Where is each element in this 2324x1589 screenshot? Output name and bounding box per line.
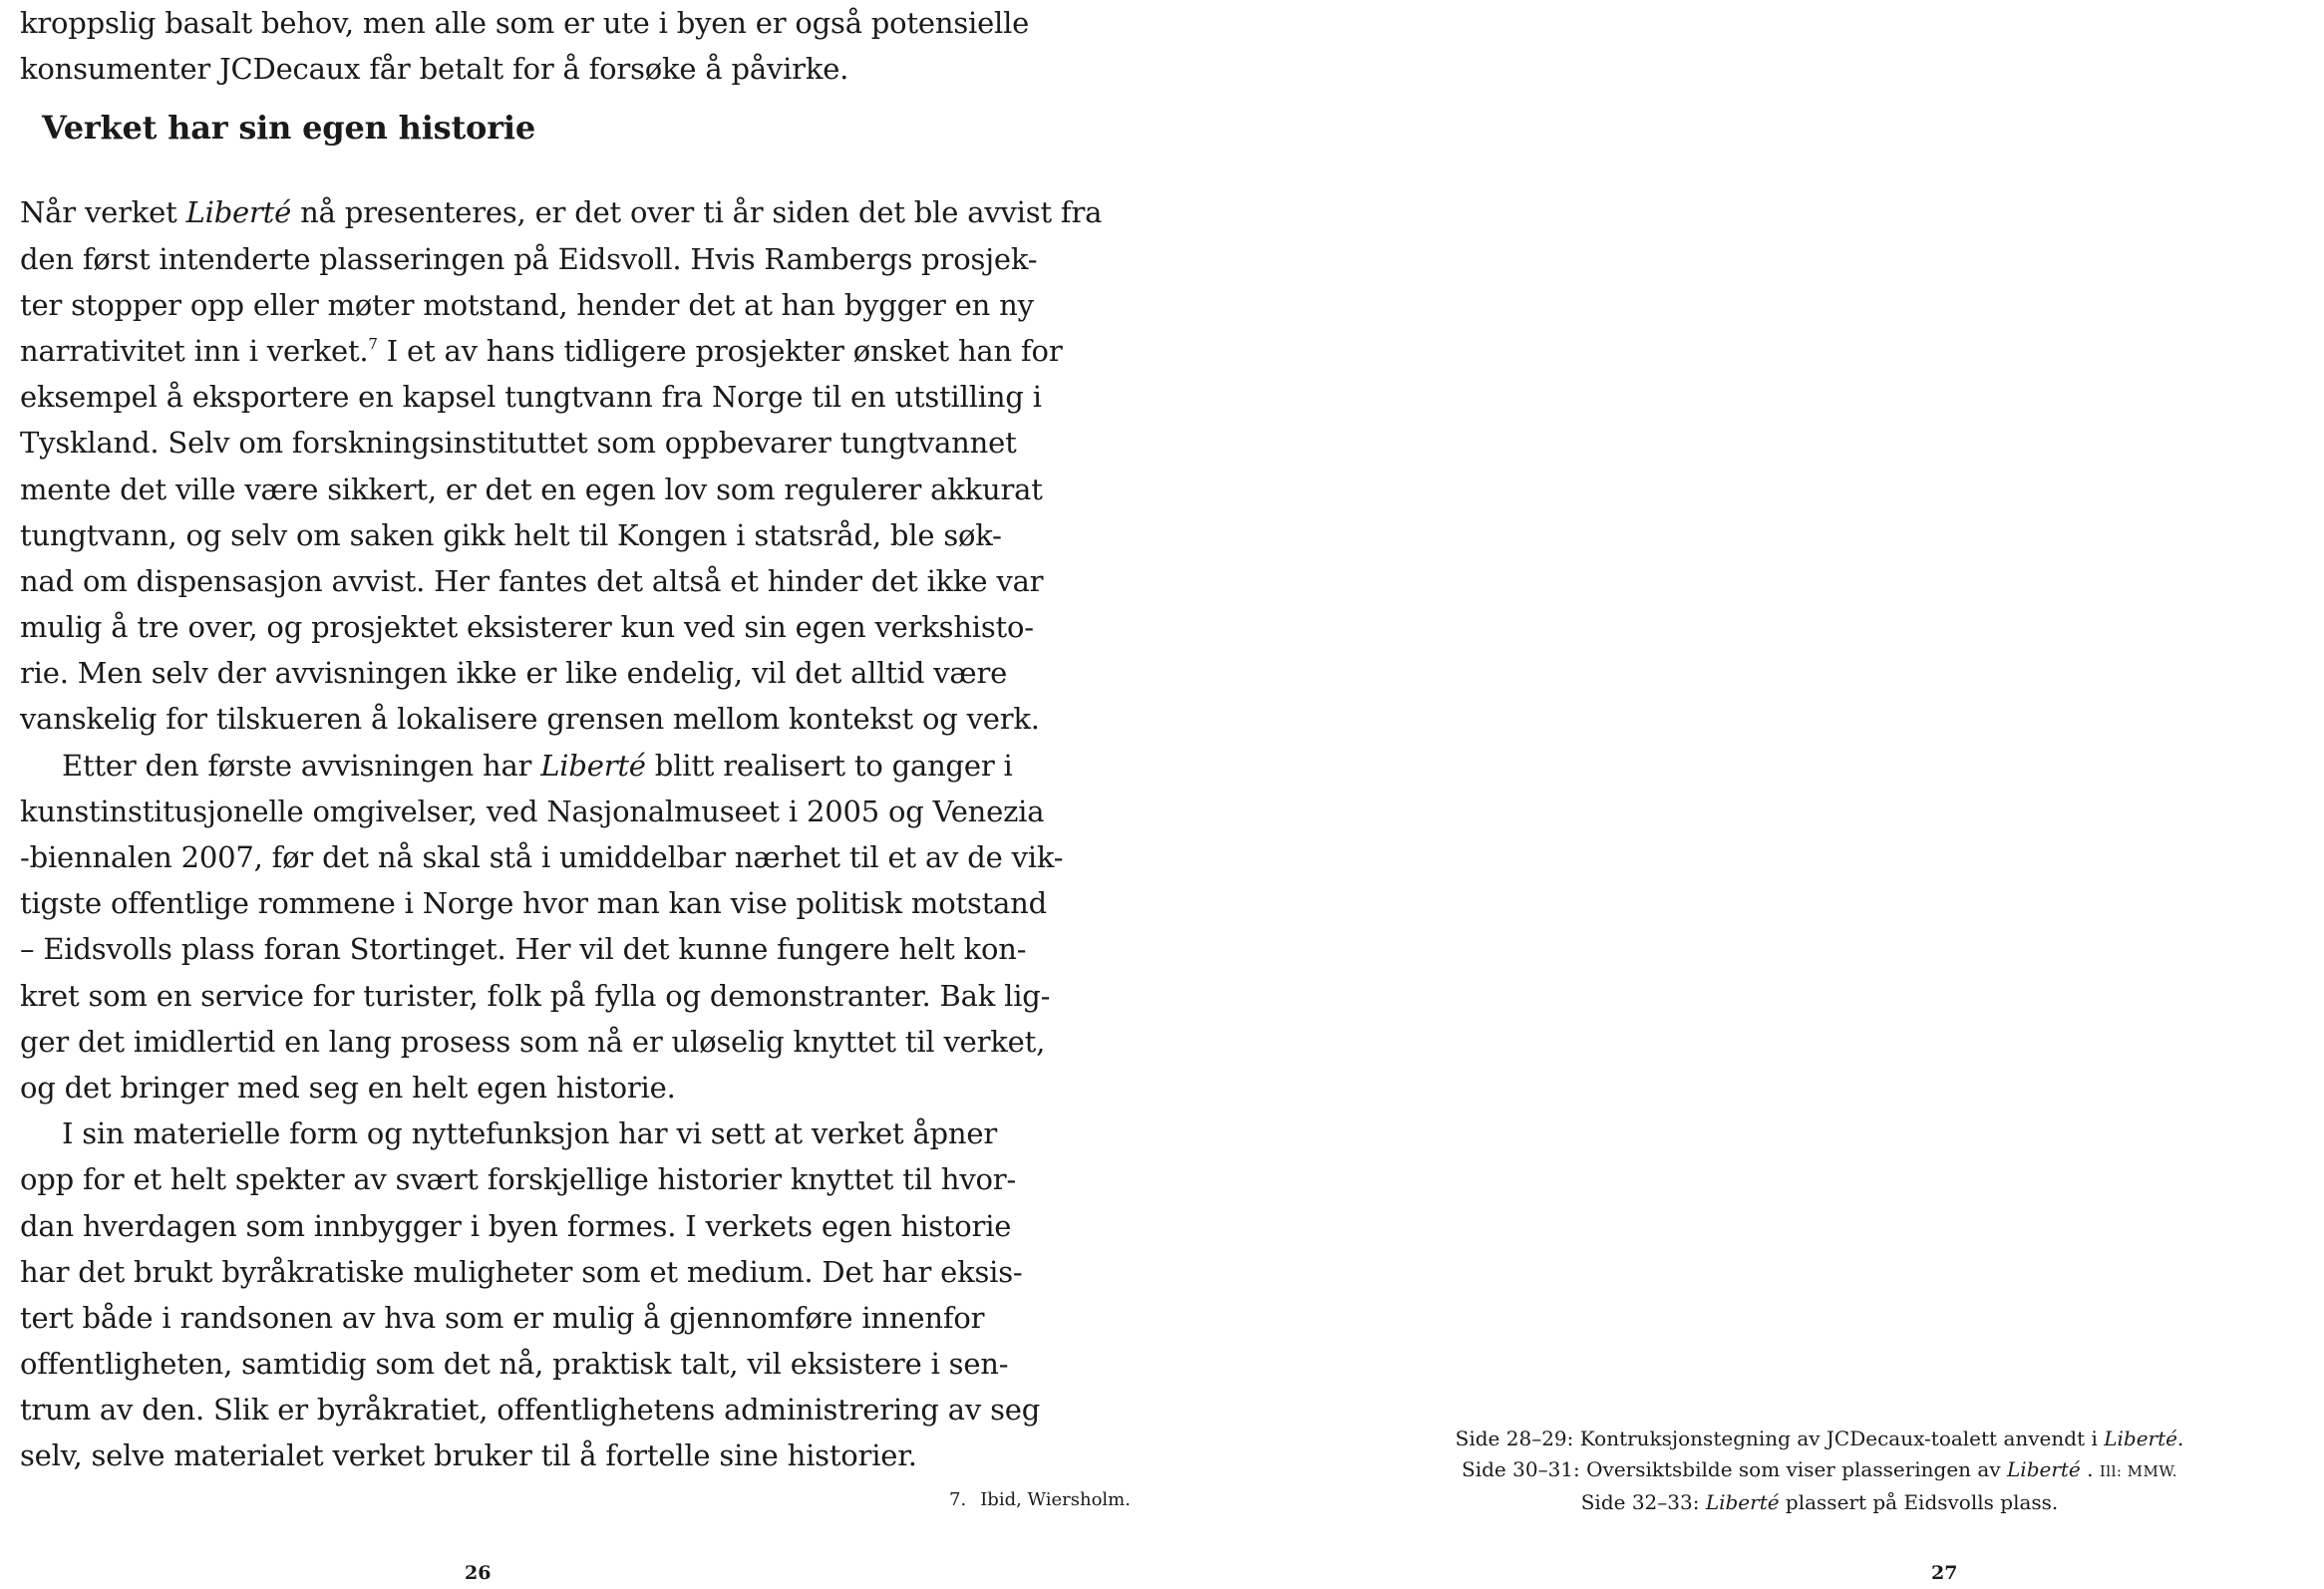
text-line: kunstinstitusjonelle omgivelser, ved Nasjonalmuseet i 2005 og Venezia [20, 794, 1045, 828]
text-line: – Eidsvolls plass foran Stortinget. Her vil det kunne fungere helt kon- [20, 932, 1027, 967]
text-line: narrativitet inn i verket.$^7$ I et av hans tidligere prosjekter ønsket han for [20, 333, 1063, 368]
illustration-credit: Ill: MMW. [2099, 1462, 2177, 1480]
work-title: Liberté [2007, 1457, 2081, 1481]
body-text-column [20, 0, 1103, 1479]
text-line: og det bringer med seg en helt egen historie. [20, 1070, 676, 1105]
text-line: Når verket Liberté nå presenteres, er det over ti år siden det ble avvist fra [20, 195, 1103, 230]
section-heading: Verket har sin egen historie [42, 109, 535, 148]
section-heading-block [20, 92, 949, 189]
page-number-left: 26 [465, 1562, 492, 1584]
caption-line: Side 32–33: Liberté plassert på Eidsvolls plass. [1580, 1490, 2059, 1514]
text-line: offentligheten, samtidig som det nå, praktisk talt, vil eksistere i sen- [20, 1347, 1009, 1382]
image-captions [1401, 1424, 2238, 1518]
footnote [949, 1489, 1131, 1510]
work-title: Liberté [1705, 1490, 1780, 1514]
work-title: Liberté [540, 748, 646, 783]
right-page [1162, 0, 2324, 1589]
text-line: nad om dispensasjon avvist. Her fantes det altså et hinder det ikke var [20, 563, 1044, 598]
text-line: tungtvann, og selv om saken gikk helt til Kongen i statsråd, ble søk- [20, 517, 1002, 552]
text-line: ger det imidlertid en lang prosess som nå er uløselig knyttet til verket, [20, 1024, 1046, 1059]
text-line: mente det ville være sikkert, er det en egen lov som regulerer akkurat [20, 472, 1043, 506]
text-line: kret som en service for turister, folk på fylla og demonstranter. Bak lig- [20, 978, 1051, 1013]
text-line: tigste offentlige rommene i Norge hvor man kan vise politisk motstand [20, 886, 1048, 921]
text-line: vanskelig for tilskueren å lokalisere grensen mellom kontekst og verk. [20, 702, 1040, 737]
text-line: selv, selve materialet verket bruker til å fortelle sine historier. [20, 1438, 917, 1473]
footnote-number: 7. [949, 1489, 967, 1510]
work-title: Liberté [2104, 1427, 2177, 1450]
footnote-text: Ibid, Wiersholm. [980, 1489, 1131, 1510]
text-line: Tyskland. Selv om forskningsinstituttet som oppbevarer tungtvannet [20, 426, 1017, 461]
text-line: ter stopper opp eller møter motstand, hender det at han bygger en ny [20, 287, 1034, 322]
text-line: -biennalen 2007, før det nå skal stå i umiddelbar nærhet til et av de vik- [20, 840, 1064, 874]
text-line: kroppslig basalt behov, men alle som er ute i byen er også potensielle [20, 6, 1030, 40]
text-line: den først intenderte plasseringen på Eidsvoll. Hvis Rambergs prosjek- [20, 241, 1038, 276]
text-line: opp for et helt spekter av svært forskjellige historier knyttet til hvor- [20, 1162, 1017, 1197]
text-line: mulig å tre over, og prosjektet eksisterer kun ved sin egen verkshisto- [20, 610, 1034, 645]
text-line: Etter den første avvisningen har Liberté blitt realisert to ganger i [62, 748, 1013, 783]
text-line: tert både i randsonen av hva som er mulig å gjennomføre innenfor [20, 1300, 985, 1335]
text-line: dan hverdagen som innbygger i byen formes. I verkets egen historie [20, 1208, 1012, 1243]
footnote-reference: 7 [368, 334, 378, 353]
text-line: eksempel å eksportere en kapsel tungtvann fra Norge til en utstilling i [20, 380, 1042, 415]
text-line: rie. Men selv der avvisningen ikke er like endelig, vil det alltid være [20, 656, 1008, 691]
caption-line: Side 30–31: Oversiktsbilde som viser plasseringen av Liberté . Ill: MMW. [1462, 1457, 2177, 1481]
work-title: Liberté [185, 195, 292, 230]
caption-line: Side 28–29: Kontruksjonstegning av JCDecaux-toalett anvendt i Liberté. [1455, 1427, 2184, 1450]
text-line: konsumenter JCDecaux får betalt for å forsøke å påvirke. [20, 52, 849, 87]
text-line: har det brukt byråkratiske muligheter som et medium. Det har eksis- [20, 1254, 1023, 1289]
page-number-right: 27 [1931, 1562, 1958, 1584]
text-line: I sin materielle form og nyttefunksjon har vi sett at verket åpner [62, 1116, 998, 1151]
text-line: trum av den. Slik er byråkratiet, offentlighetens administrering av seg [20, 1393, 1041, 1428]
